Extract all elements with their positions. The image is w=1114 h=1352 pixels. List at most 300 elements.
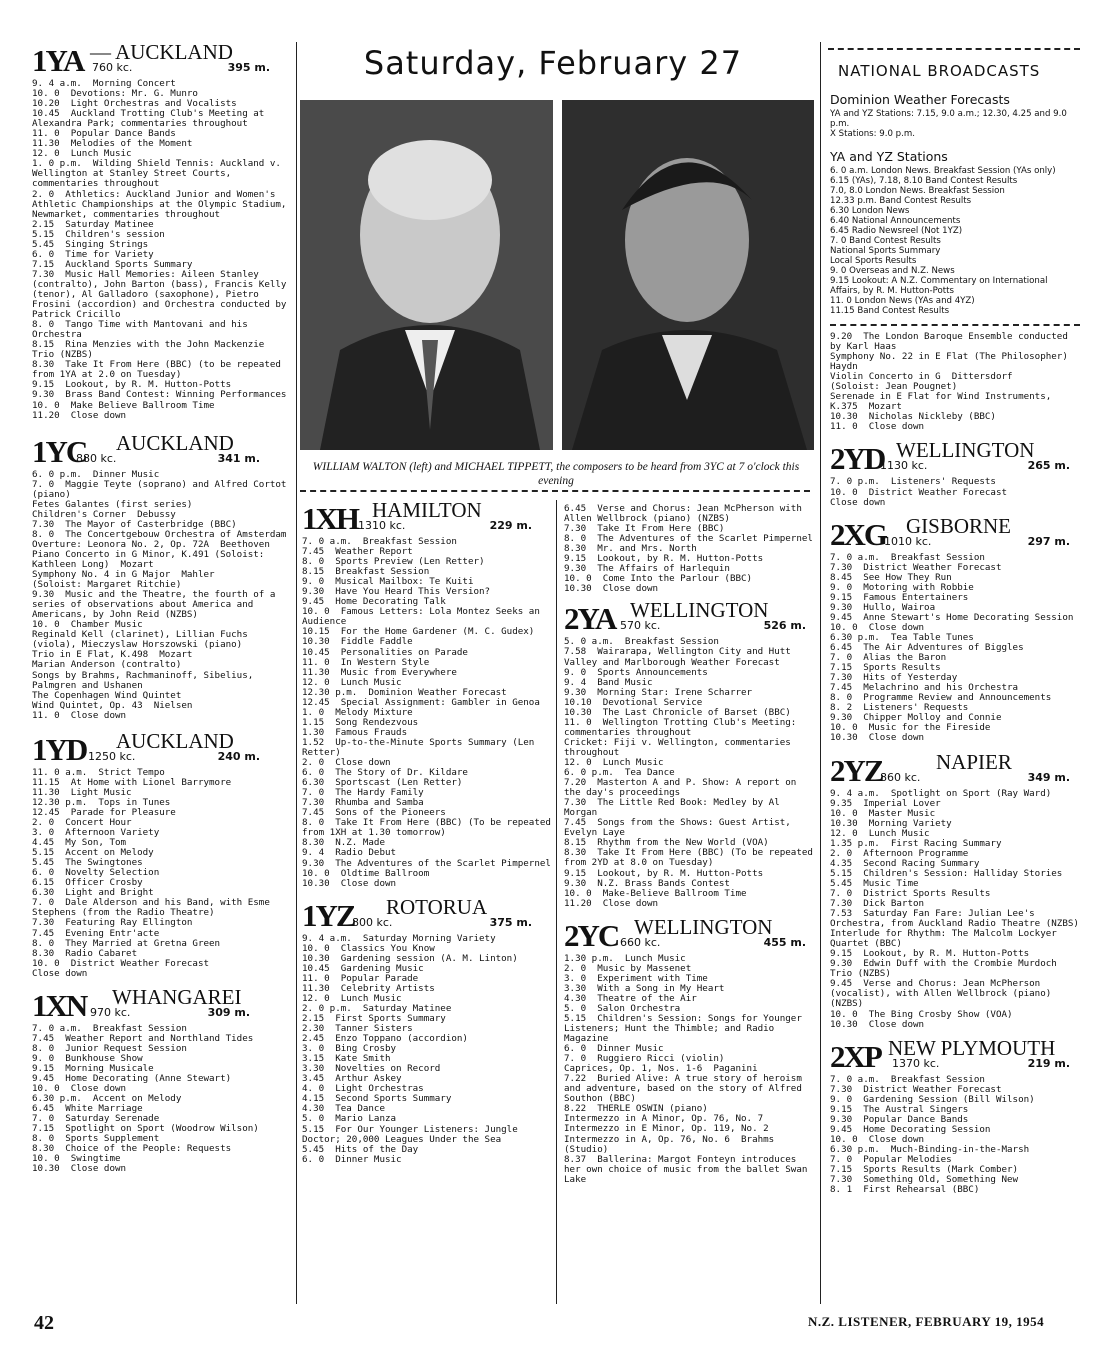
schedule-line: 6. 0 p.m. Dinner Music: [32, 468, 160, 480]
schedule-line: 6. 0 Novelty Selection: [32, 867, 160, 879]
wavelength: 375 m.: [489, 915, 532, 929]
schedule-line: 1.15 Song Rendezvous: [302, 716, 419, 728]
ya-yz-stations-title: YA and YZ Stations: [830, 149, 948, 164]
station-name: — AUCKLAND: [90, 40, 233, 64]
schedule-1xh: [302, 536, 557, 889]
schedule-line: 10. 0 Close down: [830, 1133, 925, 1145]
schedule-line: Symphony No. 22 in E Flat (The Philosopher) Haydn: [830, 351, 1079, 373]
schedule-line: 7. 0 a.m. Breakfast Session: [830, 1073, 985, 1085]
schedule-line: 11. 0 Popular Dance Bands: [32, 128, 176, 140]
schedule-line: 1.35 p.m. First Racing Summary: [830, 837, 1002, 849]
schedule-line: 4.30 Tea Dance: [302, 1103, 385, 1115]
station-name: NEW PLYMOUTH: [888, 1035, 1056, 1060]
schedule-line: Intermezzo in A, Op. 76, No. 6 Brahms (Studio): [564, 1133, 780, 1155]
station-name: AUCKLAND: [116, 430, 234, 455]
schedule-line: 9. 4 a.m. Morning Concert: [32, 78, 176, 89]
schedule-line: 5.45 Music Time: [830, 877, 919, 889]
station-header-2xg: [830, 513, 1080, 552]
schedule-line: 11.15 At Home with Lionel Barrymore: [32, 776, 232, 788]
frequency: 760 kc.: [92, 61, 133, 74]
schedule-line: 10.45 Auckland Trotting Club's Meeting at Alexandra Park; commentaries throughout: [32, 108, 270, 130]
schedule-line: 3. 0 Bing Crosby: [302, 1043, 397, 1055]
schedule-line: (Soloist: Margaret Ritchie): [32, 579, 182, 591]
schedule-line: X Stations: 9.0 p.m.: [830, 129, 915, 139]
schedule-line: 11. 0 Wellington Trotting Club's Meeting: commentaries throughout: [564, 716, 802, 738]
schedule-line: 7. 0 District Sports Results: [830, 887, 991, 899]
schedule-line: 6.45 Verse and Chorus: Jean McPherson with Allen Wellbrock (piano) (NZBS): [564, 503, 808, 525]
schedule-2ya: [564, 636, 819, 909]
station-header-1xh: [302, 500, 552, 534]
schedule-line: 10. 0 The Bing Crosby Show (VOA): [830, 1008, 1013, 1020]
schedule-line: 10. 0 Classics You Know: [302, 942, 435, 954]
schedule-1yc: [32, 470, 290, 721]
schedule-line: National Sports Summary: [830, 246, 941, 256]
schedule-line: 10. 0 Oldtime Ballroom: [302, 867, 430, 879]
schedule-line: 7.30 The Mayor of Casterbridge (BBC): [32, 518, 237, 530]
station-header-2xp: [830, 1035, 1080, 1074]
callsign: 1XN: [32, 987, 87, 1023]
schedule-line: 9.30 The Adventures of the Scarlet Pimpernel: [302, 857, 551, 869]
schedule-line: 10. 0 Master Music: [830, 807, 936, 819]
schedule-line: 9. 4 Radio Debut: [302, 847, 397, 859]
schedule-line: 2. 0 Afternoon Programme: [830, 847, 969, 859]
wavelength: 341 m.: [217, 451, 260, 465]
schedule-line: 2.15 Saturday Matinee: [32, 218, 154, 230]
schedule-line: 7.15 Spotlight on Sport (Woodrow Wilson): [32, 1123, 259, 1135]
column-rule-left: [296, 42, 297, 1304]
schedule-line: 9.30 Chipper Molloy and Connie: [830, 712, 1002, 724]
schedule-line: 11. 0 London News (YAs and 4YZ): [830, 296, 975, 306]
schedule-line: 10. 0 Close down: [32, 1083, 127, 1095]
schedule-line: 11.20 Close down: [32, 409, 127, 421]
schedule-line: 6.45 The Air Adventures of Biggles: [830, 642, 1024, 654]
schedule-line: 9.20 The London Baroque Ensemble conducted by Karl Haas: [830, 331, 1074, 353]
schedule-line: Violin Concerto in G Dittersdorf: [830, 371, 1013, 383]
schedule-line: 7. 0 The Hardy Family: [302, 787, 424, 799]
schedule-line: 7.0, 8.0 London News. Breakfast Session: [830, 186, 1005, 196]
station-name: HAMILTON: [372, 498, 482, 522]
schedule-line: 3.45 Arthur Askey: [302, 1073, 402, 1085]
schedule-1ya: [32, 79, 290, 421]
schedule-line: 6. 0 Dinner Music: [564, 1043, 664, 1055]
schedule-line: 12. 0 Lunch Music: [32, 148, 132, 160]
schedule-line: 8.30 Mr. and Mrs. North: [564, 543, 697, 555]
schedule-line: 6.45 White Marriage: [32, 1103, 143, 1115]
column-3: [564, 503, 819, 1185]
callsign: 1YZ: [302, 897, 355, 933]
schedule-line: 5.15 Children's Session: Halliday Stories: [830, 867, 1063, 879]
column-1: [32, 40, 290, 1174]
schedule-line: 12.30 p.m. Tops in Tunes: [32, 796, 171, 808]
schedule-line: Cricket: Fiji v. Wellington, commentaries throughout: [564, 736, 797, 758]
schedule-line: 8. 0 Programme Review and Announcements: [830, 692, 1052, 704]
frequency: 660 kc.: [620, 935, 661, 949]
schedule-2yc: [564, 954, 816, 1185]
schedule-line: Songs by Brahms, Rachmaninoff, Sibelius, Palmgren and Ushanen: [32, 669, 259, 691]
station-header-2ya: [564, 598, 816, 637]
schedule-line: 7. 0 Ruggiero Ricci (violin): [564, 1053, 725, 1065]
schedule-line: 10.30 Close down: [32, 1163, 127, 1175]
schedule-line: 12.33 p.m. Band Contest Results: [830, 196, 972, 206]
schedule-line: 12. 0 Lunch Music: [302, 676, 402, 688]
frequency: 860 kc.: [880, 770, 921, 784]
schedule-line: 5.15 Children's Session: Songs for Younger Listeners; Hunt the Thimble; and Radio Magazine: [564, 1012, 808, 1045]
schedule-line: 10. 0 Swingtime: [32, 1153, 121, 1165]
schedule-line: 11.20 Close down: [564, 897, 659, 909]
schedule-line: 5.15 For Our Younger Listeners: Jungle Doctor; 20,000 Leagues Under the Sea: [302, 1123, 524, 1145]
schedule-line: 5. 0 Mario Lanza: [302, 1113, 397, 1125]
schedule-line: 6. 0 Time for Variety: [32, 248, 154, 260]
schedule-line: 6. 0 Dinner Music: [302, 1153, 402, 1165]
schedule-line: 9.15 Famous Entertainers: [830, 591, 969, 603]
schedule-line: 11. 0 Popular Parade: [302, 972, 419, 984]
wavelength: 455 m.: [763, 935, 806, 949]
schedule-line: 3. 0 Afternoon Variety: [32, 827, 160, 839]
schedule-line: 11. 0 Close down: [32, 709, 127, 721]
schedule-line: Close down: [32, 967, 88, 979]
schedule-line: 11.15 Band Contest Results: [830, 306, 950, 316]
station-name: ROTORUA: [386, 894, 488, 919]
station-name: WELLINGTON: [896, 438, 1035, 463]
schedule-line: 11. 0 a.m. Strict Tempo: [32, 766, 165, 778]
column-rule-right: [820, 42, 821, 1304]
schedule-line: 10.15 For the Home Gardener (M. C. Gudex): [302, 626, 535, 638]
schedule-2xp: [830, 1075, 1080, 1196]
callsign: 1YD: [32, 731, 87, 767]
schedule-line: 2. 0 Athletics: Auckland Junior and Women's Athletic Championships at the Olympic Stadium, Newmarket, commentaries throughout: [32, 188, 292, 220]
schedule-line: 8. 0 Take It From Here (BBC) (To be repeated from 1XH at 1.30 tomorrow): [302, 817, 557, 839]
schedule-line: 7.30 Take It From Here (BBC): [564, 523, 725, 535]
schedule-line: 7.15 Sports Results: [830, 662, 941, 674]
schedule-line: 7.20 Masterton A and P. Show: A report on the day's proceedings: [564, 777, 802, 799]
frequency: 1310 kc.: [358, 519, 406, 532]
wavelength: 349 m.: [1027, 770, 1070, 784]
schedule-line: Local Sports Results: [830, 256, 917, 266]
schedule-line: 9.30 Edwin Duff with the Crombie Murdoch Trio (NZBS): [830, 958, 1063, 980]
national-divider: [830, 324, 1080, 326]
callsign: 2YA: [564, 601, 616, 637]
callsign: 2YZ: [830, 752, 883, 788]
caption-divider: [300, 490, 810, 492]
schedule-line: 12.45 Special Assignment: Gambler in Genoa: [302, 696, 540, 708]
schedule-line: 10. 0 Come Into the Parlour (BBC): [564, 573, 753, 585]
page-date-title: Saturday, February 27: [363, 44, 743, 82]
schedule-line: 2.45 Enzo Toppano (accordion): [302, 1033, 468, 1045]
schedule-line: 10.30 Close down: [830, 1018, 925, 1030]
schedule-line: 8.30 Radio Cabaret: [32, 947, 138, 959]
schedule-line: 5. 0 Salon Orchestra: [564, 1002, 681, 1014]
schedule-line: 7.30 The Little Red Book: Medley by Al Morgan: [564, 797, 786, 819]
schedule-line: 9.15 Morning Musicale: [32, 1062, 154, 1074]
station-header-2yd: [830, 438, 1080, 477]
schedule-line: 7.30 Hits of Yesterday: [830, 672, 958, 684]
photo-caption: WILLIAM WALTON (left) and MICHAEL TIPPETT, the composers to be heard from 3YC at 7 o'clock this evening: [312, 461, 800, 487]
schedule-line: Intermezzo in E Minor, Op. 119, No. 2: [564, 1123, 769, 1135]
schedule-line: 10.30 Close down: [302, 877, 397, 889]
weather-forecast-lines: [830, 109, 1080, 139]
callsign: 2YC: [564, 917, 619, 953]
schedule-line: 6.15 (YAs), 7.18, 8.10 Band Contest Results: [830, 176, 1018, 186]
schedule-line: 2. 0 Concert Hour: [32, 817, 132, 828]
wavelength: 395 m.: [227, 61, 270, 74]
schedule-line: 4.15 Second Sports Summary: [302, 1093, 452, 1105]
schedule-line: 4.45 My Son, Tom: [32, 837, 127, 849]
schedule-line: 7.30 Rhumba and Samba: [302, 797, 424, 809]
national-top-divider: [828, 48, 1080, 50]
schedule-line: 9.30 Have You Heard This Version?: [302, 586, 491, 598]
schedule-line: Interlude for Rhythm: The Malcolm Lockyer Quartet (BBC): [830, 928, 1063, 950]
schedule-line: 3.30 With a Song in My Heart: [564, 982, 725, 994]
schedule-line: 10.10 Devotional Service: [564, 696, 703, 708]
station-name: NAPIER: [936, 749, 1012, 774]
schedule-line: 8. 0 Tango Time with Mantovani and his Orchestra: [32, 319, 254, 341]
schedule-line: 9. 0 Musical Mailbox: Te Kuiti: [302, 576, 474, 588]
wavelength: 229 m.: [489, 519, 532, 532]
schedule-line: Close down: [830, 496, 886, 508]
schedule-1xn: [32, 1024, 290, 1175]
schedule-line: 6.30 Sportscast (Len Retter): [302, 777, 463, 789]
schedule-line: 12. 0 Lunch Music: [564, 756, 664, 768]
schedule-line: 9.45 Home Decorating Talk: [302, 596, 446, 608]
schedule-line: 9.30 The Affairs of Harlequin: [564, 563, 730, 575]
schedule-line: 8. 0 Sports Preview (Len Retter): [302, 556, 485, 568]
schedule-line: 11. 0 In Western Style: [302, 656, 430, 668]
page-number: 42: [34, 1312, 54, 1334]
frequency: 1250 kc.: [88, 749, 136, 763]
frequency: 970 kc.: [90, 1005, 131, 1019]
photo-michael-tippett: [562, 100, 814, 450]
schedule-line: 9. 0 Overseas and N.Z. News: [830, 266, 955, 276]
schedule-line: 6.30 Light and Bright: [32, 887, 154, 899]
schedule-line: 10.30 Nicholas Nickleby (BBC): [830, 411, 996, 423]
schedule-line: 8.30 N.Z. Made: [302, 837, 385, 849]
schedule-line: 7.30 District Weather Forecast: [830, 1083, 1002, 1095]
schedule-line: 7.22 Buried Alive: A true story of heroism and adventure, based on the story of Alfred Southon (BBC): [564, 1073, 808, 1105]
schedule-line: 10. 0 District Weather Forecast: [830, 486, 1008, 498]
schedule-line: 5.45 Singing Strings: [32, 238, 149, 250]
schedule-line: 8. 2 Listeners' Requests: [830, 702, 969, 714]
schedule-line: 7.45 Melachrino and his Orchestra: [830, 682, 1019, 694]
schedule-line: 9. 0 Bunkhouse Show: [32, 1052, 143, 1064]
schedule-line: 10. 0 Make Believe Ballroom Time: [32, 399, 215, 411]
schedule-line: 7.30 Dick Barton: [830, 898, 925, 910]
schedule-line: 11.30 Light Music: [32, 786, 132, 798]
schedule-line: 7.53 Saturday Fan Fare: Julian Lee's Orchestra, from Auckland Radio Theatre (NZBS): [830, 908, 1079, 930]
schedule-line: 8.37 Ballerina: Margot Fonteyn introduces her own choice of music from the ballet Swan Lake: [564, 1153, 813, 1185]
schedule-line: 11.30 Music from Everywhere: [302, 666, 457, 678]
schedule-line: 6. 0 p.m. Tea Dance: [564, 767, 675, 779]
schedule-line: 6.15 Officer Crosby: [32, 877, 143, 889]
schedule-line: 10.45 Personalities on Parade: [302, 646, 468, 658]
schedule-line: 10. 0 Famous Letters: Lola Montez Seeks an Audience: [302, 606, 546, 628]
station-name: GISBORNE: [906, 513, 1012, 538]
schedule-line: 9.15 Lookout: A N.Z. Commentary on International Affairs, by R. M. Hutton-Potts: [830, 276, 1048, 296]
schedule-line: 4.30 Theatre of the Air: [564, 992, 697, 1004]
portrait-walton-image: [300, 100, 553, 450]
schedule-1yd: [32, 768, 290, 979]
schedule-line: 10. 0 Devotions: Mr. G. Munro: [32, 88, 198, 100]
schedule-line: 8.15 Rhythm from the New World (VOA): [564, 837, 769, 849]
schedule-line: 7. 0 Dale Alderson and his Band, with Esme Stephens (from the Radio Theatre): [32, 897, 276, 919]
schedule-line: 9.45 Home Decorating (Anne Stewart): [32, 1072, 232, 1084]
schedule-line: (Soloist: Jean Pougnet): [830, 381, 958, 393]
schedule-line: 6.30 p.m. Much-Binding-in-the-Marsh: [830, 1143, 1030, 1155]
column-2: [302, 498, 557, 1165]
weather-forecast-title: Dominion Weather Forecasts: [830, 92, 1010, 107]
schedule-line: 7. 0 Popular Melodies: [830, 1154, 952, 1165]
schedule-line: 9. 4 Band Music: [564, 676, 653, 688]
wavelength: 240 m.: [217, 749, 260, 763]
schedule-line: Trio in E Flat, K.498 Mozart: [32, 649, 193, 661]
schedule-line: Children's Corner Debussy: [32, 508, 176, 520]
schedule-line: 5.45 Hits of the Day: [302, 1143, 419, 1155]
schedule-line: 7. 0 Band Contest Results: [830, 236, 941, 246]
wavelength: 219 m.: [1027, 1056, 1070, 1070]
schedule-line: 7.45 Sons of the Pioneers: [302, 807, 446, 819]
schedule-line: 11. 0 Close down: [830, 421, 925, 433]
schedule-2yz: [830, 789, 1080, 1030]
schedule-line: 9.45 Home Decorating Session: [830, 1123, 991, 1135]
schedule-line: 7.30 Featuring Ray Ellington: [32, 917, 193, 929]
schedule-line: Serenade in E Flat for Wind Instruments, K.375 Mozart: [830, 391, 1057, 413]
schedule-line: 9.15 Lookout, by R. M. Hutton-Potts: [564, 867, 764, 879]
schedule-line: 12. 0 Lunch Music: [302, 992, 402, 1004]
schedule-line: 6. 0 a.m. London News. Breakfast Session (YAs only): [830, 166, 1056, 176]
station-header-1ya: [32, 42, 290, 76]
schedule-line: 4.35 Second Racing Summary: [830, 857, 980, 869]
schedule-line: 3.15 Kate Smith: [302, 1053, 391, 1065]
schedule-line: 7. 0 a.m. Breakfast Session: [830, 551, 985, 563]
schedule-line: 6.45 Radio Newsreel (Not 1YZ): [830, 226, 963, 236]
frequency: 1370 kc.: [892, 1056, 940, 1070]
schedule-line: 1. 0 p.m. Wilding Shield Tennis: Auckland v. Wellington at Stanley Street Courts, commentaries throughout: [32, 158, 287, 190]
schedule-line: 8.30 Take It From Here (BBC) (to be repeated from 1YA at 2.0 on Tuesday): [32, 359, 287, 381]
station-name: WHANGAREI: [112, 984, 242, 1009]
station-header-1yc: [32, 430, 290, 469]
schedule-line: Symphony No. 4 in G Major Mahler: [32, 569, 215, 581]
station-header-1yd: [32, 728, 290, 767]
schedule-line: Marian Anderson (contralto): [32, 659, 182, 671]
schedule-line: 7.45 Weather Report and Northland Tides: [32, 1032, 254, 1044]
schedule-1yz: [302, 934, 552, 1165]
schedule-line: The Copenhagen Wind Quintet: [32, 689, 182, 701]
schedule-line: 6.40 National Announcements: [830, 216, 961, 226]
schedule-line: 9.15 Lookout, by R. M. Hutton-Potts: [32, 379, 232, 391]
schedule-line: 6.30 p.m. Tea Table Tunes: [830, 631, 974, 643]
frequency: 800 kc.: [352, 915, 393, 929]
schedule-line: 9.30 N.Z. Brass Bands Contest: [564, 877, 730, 889]
station-header-1xn: [32, 984, 290, 1023]
wavelength: 526 m.: [763, 619, 806, 633]
schedule-line: 8. 0 Junior Request Session: [32, 1042, 187, 1054]
wavelength: 309 m.: [207, 1005, 250, 1019]
publication-footer: N.Z. LISTENER, FEBRUARY 19, 1954: [808, 1314, 1045, 1329]
schedule-line: 10.20 Light Orchestras and Vocalists: [32, 98, 237, 110]
station-name: WELLINGTON: [630, 598, 769, 623]
schedule-line: 10.30 Fiddle Faddle: [302, 636, 413, 648]
schedule-line: 3. 0 Experiment with Time: [564, 972, 708, 984]
portrait-tippett-image: [562, 100, 814, 450]
schedule-line: 2. 0 Close down: [302, 757, 391, 769]
schedule-line: 9.15 The Austral Singers: [830, 1103, 969, 1115]
callsign: 2YD: [830, 441, 885, 477]
schedule-line: 9.30 Brass Band Contest: Winning Performances: [32, 389, 287, 401]
frequency: 1010 kc.: [884, 534, 932, 548]
schedule-line: 9.35 Imperial Lover: [830, 797, 941, 809]
schedule-line: 5.45 The Swingtones: [32, 857, 143, 869]
schedule-line: 9.30 Popular Dance Bands: [830, 1113, 969, 1125]
schedule-line: 5. 0 a.m. Breakfast Session: [564, 636, 719, 648]
schedule-line: 7. 0 a.m. Breakfast Session: [32, 1022, 187, 1034]
schedule-line: 8.15 Rina Menzies with the John Mackenzie Trio (NZBS): [32, 339, 270, 361]
ya-yz-stations-lines: [830, 166, 1080, 316]
schedule-line: Reginald Kell (clarinet), Lillian Fuchs (viola), Mieczyslaw Horszowski (piano): [32, 629, 254, 651]
schedule-line: 1. 0 Melody Mixture: [302, 706, 413, 718]
schedule-line: 7. 0 Alias the Baron: [830, 652, 947, 664]
photo-william-walton: [300, 100, 553, 450]
schedule-line: 10. 0 Make-Believe Ballroom Time: [564, 887, 747, 899]
schedule-line: 12.45 Parade for Pleasure: [32, 806, 176, 818]
callsign: 2XP: [830, 1038, 881, 1074]
schedule-line: 7.45 Evening Entr'acte: [32, 927, 160, 939]
schedule-line: 2. 0 p.m. Saturday Matinee: [302, 1002, 452, 1014]
callsign: 1YA: [32, 43, 84, 78]
schedule-line: 9. 0 Motoring with Robbie: [830, 581, 974, 593]
schedule-line: 5.15 Children's session: [32, 228, 165, 240]
schedule-line: Caprices, Op. 1, Nos. 1-6 Paganini: [564, 1063, 758, 1075]
schedule-line: 8.45 See How They Run: [830, 571, 952, 583]
schedule-2ya-continued: [564, 504, 816, 594]
schedule-line: 7. 0 Saturday Serenade: [32, 1113, 160, 1125]
schedule-line: 7.30 Music Hall Memories: Aileen Stanley (contralto), John Barton (bass), Francis Kelly (tenor), Al Galladoro (saxophone), Pietro Frosini (accordion) and Orchestra conducted by Patrick Cricillo: [32, 268, 292, 321]
schedule-line: 11.30 Melodies of the Moment: [32, 138, 193, 150]
schedule-line: 9.30 Morning Star: Irene Scharrer: [564, 686, 753, 698]
schedule-line: 10. 0 Chamber Music: [32, 619, 143, 631]
schedule-line: 5.15 Accent on Melody: [32, 847, 154, 859]
schedule-line: 10.30 Close down: [830, 732, 925, 744]
schedule-line: 8. 0 The Adventures of the Scarlet Pimpernel: [564, 533, 813, 545]
station-name: WELLINGTON: [634, 914, 773, 939]
frequency: 880 kc.: [76, 451, 117, 465]
schedule-line: 11.30 Celebrity Artists: [302, 982, 435, 994]
schedule-line: 10. 0 Music for the Fireside: [830, 722, 991, 734]
schedule-line: 7. 0 Maggie Teyte (soprano) and Alfred Cortot (piano): [32, 478, 292, 500]
schedule-line: 2.30 Tanner Sisters: [302, 1023, 413, 1035]
schedule-line: 9. 0 Gardening Session (Bill Wilson): [830, 1093, 1035, 1105]
schedule-line: 9. 4 a.m. Spotlight on Sport (Ray Ward): [830, 787, 1052, 799]
schedule-line: 10. 0 District Weather Forecast: [32, 957, 210, 969]
schedule-line: 9.15 Lookout, by R. M. Hutton-Potts: [830, 948, 1030, 960]
column-4: [830, 88, 1080, 1195]
schedule-line: 9. 4 a.m. Saturday Morning Variety: [302, 932, 496, 944]
schedule-2yd: [830, 477, 1080, 507]
station-name: AUCKLAND: [116, 728, 234, 753]
national-broadcasts-title: NATIONAL BROADCASTS: [838, 62, 1041, 80]
schedule-line: 7.45 Weather Report: [302, 546, 413, 558]
schedule-line: 7.45 Songs from the Shows: Guest Artist, Evelyn Laye: [564, 817, 797, 839]
callsign: 1XH: [302, 501, 358, 536]
schedule-line: 8.30 Choice of the People: Requests: [32, 1143, 232, 1155]
wavelength: 297 m.: [1027, 534, 1070, 548]
schedule-line: 1.30 Famous Frauds: [302, 726, 408, 738]
schedule-line: 8. 0 Sports Supplement: [32, 1133, 160, 1145]
schedule-line: 6.30 p.m. Accent on Melody: [32, 1093, 182, 1105]
schedule-line: 4. 0 Light Orchestras: [302, 1083, 424, 1095]
schedule-line: 10.45 Gardening Music: [302, 962, 424, 974]
schedule-line: 10.30 Gardening session (A. M. Linton): [302, 952, 518, 964]
schedule-line: 1.30 p.m. Lunch Music: [564, 952, 686, 964]
station-header-2yc: [564, 914, 816, 953]
